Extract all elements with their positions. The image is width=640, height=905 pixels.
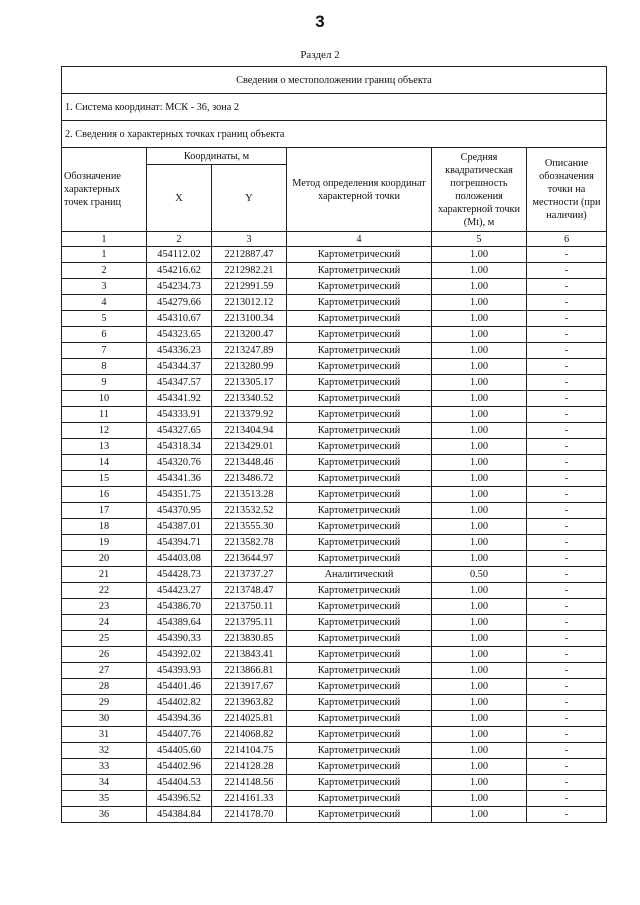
y-coord-cell: 2213247.89: [212, 343, 287, 359]
x-coord-cell: 454336.23: [147, 343, 212, 359]
table-body: [62, 247, 607, 823]
point-number-cell: 13: [62, 439, 147, 455]
description-cell: -: [527, 407, 607, 423]
table-row: [62, 359, 607, 375]
y-coord-cell: 2214178.70: [212, 807, 287, 823]
accuracy-cell: 1.00: [432, 279, 527, 295]
accuracy-cell: 1.00: [432, 695, 527, 711]
coord-system-line: 1. Система координат: МСК - 36, зона 2: [62, 94, 607, 121]
point-number-cell: 11: [62, 407, 147, 423]
x-coord-cell: 454396.52: [147, 791, 212, 807]
method-cell: Картометрический: [287, 535, 432, 551]
table-row: [62, 503, 607, 519]
point-number-cell: 21: [62, 567, 147, 583]
x-coord-cell: 454393.93: [147, 663, 212, 679]
method-cell: Картометрический: [287, 327, 432, 343]
description-cell: -: [527, 279, 607, 295]
x-coord-cell: 454112.02: [147, 247, 212, 263]
description-cell: -: [527, 487, 607, 503]
x-coord-cell: 454341.92: [147, 391, 212, 407]
accuracy-cell: 1.00: [432, 503, 527, 519]
y-coord-cell: 2213200.47: [212, 327, 287, 343]
description-cell: -: [527, 599, 607, 615]
method-cell: Картометрический: [287, 279, 432, 295]
table-row: [62, 679, 607, 695]
y-coord-cell: 2212982.21: [212, 263, 287, 279]
y-coord-cell: 2213513.28: [212, 487, 287, 503]
column-number: 6: [527, 232, 607, 247]
accuracy-cell: 1.00: [432, 631, 527, 647]
description-cell: -: [527, 615, 607, 631]
y-coord-cell: 2214104.75: [212, 743, 287, 759]
x-coord-cell: 454402.96: [147, 759, 212, 775]
accuracy-cell: 1.00: [432, 359, 527, 375]
header-designation: Обозначение характерных точек границ: [62, 148, 147, 232]
accuracy-cell: 1.00: [432, 743, 527, 759]
x-coord-cell: 454384.84: [147, 807, 212, 823]
x-coord-cell: 454333.91: [147, 407, 212, 423]
table-row: [62, 727, 607, 743]
method-cell: Картометрический: [287, 551, 432, 567]
table-row: [62, 791, 607, 807]
description-cell: -: [527, 583, 607, 599]
header-accuracy: Средняя квадратическая погрешность положения характерной точки (Mt), м: [432, 148, 527, 232]
description-cell: -: [527, 647, 607, 663]
method-cell: Картометрический: [287, 615, 432, 631]
table-row: [62, 743, 607, 759]
accuracy-cell: 1.00: [432, 391, 527, 407]
point-number-cell: 29: [62, 695, 147, 711]
table-row: [62, 535, 607, 551]
accuracy-cell: 1.00: [432, 471, 527, 487]
method-cell: Картометрический: [287, 455, 432, 471]
x-coord-cell: 454394.36: [147, 711, 212, 727]
method-cell: Картометрический: [287, 727, 432, 743]
point-number-cell: 24: [62, 615, 147, 631]
point-number-cell: 6: [62, 327, 147, 343]
table-row: [62, 551, 607, 567]
y-coord-cell: 2213843.41: [212, 647, 287, 663]
point-number-cell: 22: [62, 583, 147, 599]
accuracy-cell: 1.00: [432, 759, 527, 775]
table-row: [62, 263, 607, 279]
y-coord-cell: 2213280.99: [212, 359, 287, 375]
description-cell: -: [527, 775, 607, 791]
point-number-cell: 23: [62, 599, 147, 615]
table-row: [62, 391, 607, 407]
point-number-cell: 25: [62, 631, 147, 647]
accuracy-cell: 1.00: [432, 615, 527, 631]
description-cell: -: [527, 359, 607, 375]
accuracy-cell: 1.00: [432, 647, 527, 663]
method-cell: Картометрический: [287, 295, 432, 311]
method-cell: Картометрический: [287, 359, 432, 375]
method-cell: Картометрический: [287, 471, 432, 487]
description-cell: -: [527, 743, 607, 759]
table-row: [62, 327, 607, 343]
y-coord-cell: 2214161.33: [212, 791, 287, 807]
table-row: [62, 711, 607, 727]
table-row: [62, 567, 607, 583]
method-cell: Картометрический: [287, 519, 432, 535]
method-cell: Картометрический: [287, 711, 432, 727]
point-number-cell: 31: [62, 727, 147, 743]
description-cell: -: [527, 263, 607, 279]
method-cell: Картометрический: [287, 583, 432, 599]
page-number: 3: [315, 12, 325, 31]
x-coord-cell: 454351.75: [147, 487, 212, 503]
table-row: [62, 631, 607, 647]
x-coord-cell: 454390.33: [147, 631, 212, 647]
accuracy-cell: 1.00: [432, 407, 527, 423]
x-coord-cell: 454234.73: [147, 279, 212, 295]
x-coord-cell: 454402.82: [147, 695, 212, 711]
method-cell: Картометрический: [287, 663, 432, 679]
header-coordinates: Координаты, м: [147, 148, 287, 165]
point-number-cell: 28: [62, 679, 147, 695]
y-coord-cell: 2213404.94: [212, 423, 287, 439]
point-number-cell: 26: [62, 647, 147, 663]
x-coord-cell: 454394.71: [147, 535, 212, 551]
method-cell: Картометрический: [287, 743, 432, 759]
y-coord-cell: 2213644.97: [212, 551, 287, 567]
y-coord-cell: 2213305.17: [212, 375, 287, 391]
point-number-cell: 4: [62, 295, 147, 311]
point-number-cell: 27: [62, 663, 147, 679]
description-cell: -: [527, 535, 607, 551]
column-number-row: [62, 232, 607, 247]
y-coord-cell: 2213486.72: [212, 471, 287, 487]
method-cell: Картометрический: [287, 759, 432, 775]
y-coord-cell: 2214025.81: [212, 711, 287, 727]
method-cell: Картометрический: [287, 695, 432, 711]
x-coord-cell: 454386.70: [147, 599, 212, 615]
description-cell: -: [527, 727, 607, 743]
x-coord-cell: 454347.57: [147, 375, 212, 391]
x-coord-cell: 454344.37: [147, 359, 212, 375]
accuracy-cell: 1.00: [432, 599, 527, 615]
method-cell: Картометрический: [287, 503, 432, 519]
x-coord-cell: 454404.53: [147, 775, 212, 791]
table-row: [62, 407, 607, 423]
points-heading: 2. Сведения о характерных точках границ объекта: [62, 121, 607, 148]
table-row: [62, 647, 607, 663]
point-number-cell: 1: [62, 247, 147, 263]
method-cell: Картометрический: [287, 631, 432, 647]
y-coord-cell: 2213582.78: [212, 535, 287, 551]
description-cell: -: [527, 343, 607, 359]
table-title: Сведения о местоположении границ объекта: [62, 67, 607, 94]
x-coord-cell: 454389.64: [147, 615, 212, 631]
point-number-cell: 34: [62, 775, 147, 791]
method-cell: Картометрический: [287, 487, 432, 503]
x-coord-cell: 454407.76: [147, 727, 212, 743]
y-coord-cell: 2213830.85: [212, 631, 287, 647]
accuracy-cell: 1.00: [432, 327, 527, 343]
accuracy-cell: 1.00: [432, 343, 527, 359]
table-row: [62, 247, 607, 263]
accuracy-cell: 1.00: [432, 727, 527, 743]
accuracy-cell: 1.00: [432, 439, 527, 455]
y-coord-cell: 2213448.46: [212, 455, 287, 471]
description-cell: -: [527, 551, 607, 567]
table-row: [62, 759, 607, 775]
x-coord-cell: 454392.02: [147, 647, 212, 663]
y-coord-cell: 2213748.47: [212, 583, 287, 599]
accuracy-cell: 1.00: [432, 775, 527, 791]
point-number-cell: 33: [62, 759, 147, 775]
table-row: [62, 615, 607, 631]
description-cell: -: [527, 455, 607, 471]
accuracy-cell: 1.00: [432, 455, 527, 471]
point-number-cell: 30: [62, 711, 147, 727]
accuracy-cell: 1.00: [432, 535, 527, 551]
y-coord-cell: 2213866.81: [212, 663, 287, 679]
y-coord-cell: 2213917.67: [212, 679, 287, 695]
point-number-cell: 3: [62, 279, 147, 295]
accuracy-cell: 1.00: [432, 679, 527, 695]
method-cell: Картометрический: [287, 775, 432, 791]
point-number-cell: 15: [62, 471, 147, 487]
accuracy-cell: 1.00: [432, 423, 527, 439]
point-number-cell: 16: [62, 487, 147, 503]
y-coord-cell: 2213737.27: [212, 567, 287, 583]
table-row: [62, 807, 607, 823]
method-cell: Картометрический: [287, 263, 432, 279]
point-number-cell: 19: [62, 535, 147, 551]
y-coord-cell: 2213963.82: [212, 695, 287, 711]
x-coord-cell: 454401.46: [147, 679, 212, 695]
point-number-cell: 35: [62, 791, 147, 807]
section-label: Раздел 2: [300, 49, 340, 61]
accuracy-cell: 1.00: [432, 711, 527, 727]
x-coord-cell: 454428.73: [147, 567, 212, 583]
point-number-cell: 14: [62, 455, 147, 471]
boundary-points-table: [61, 66, 607, 823]
column-number: 2: [147, 232, 212, 247]
x-coord-cell: 454320.76: [147, 455, 212, 471]
method-cell: Картометрический: [287, 375, 432, 391]
header-method: Метод определения координат характерной точки: [287, 148, 432, 232]
x-coord-cell: 454318.34: [147, 439, 212, 455]
x-coord-cell: 454403.08: [147, 551, 212, 567]
description-cell: -: [527, 327, 607, 343]
description-cell: -: [527, 631, 607, 647]
point-number-cell: 10: [62, 391, 147, 407]
method-cell: Картометрический: [287, 247, 432, 263]
table-row: [62, 695, 607, 711]
description-cell: -: [527, 519, 607, 535]
point-number-cell: 9: [62, 375, 147, 391]
accuracy-cell: 1.00: [432, 807, 527, 823]
accuracy-cell: 0.50: [432, 567, 527, 583]
table-row: [62, 663, 607, 679]
method-cell: Картометрический: [287, 423, 432, 439]
description-cell: -: [527, 567, 607, 583]
description-cell: -: [527, 791, 607, 807]
y-coord-cell: 2214128.28: [212, 759, 287, 775]
point-number-cell: 7: [62, 343, 147, 359]
x-coord-cell: 454370.95: [147, 503, 212, 519]
point-number-cell: 18: [62, 519, 147, 535]
accuracy-cell: 1.00: [432, 311, 527, 327]
method-cell: Картометрический: [287, 647, 432, 663]
method-cell: Картометрический: [287, 407, 432, 423]
point-number-cell: 36: [62, 807, 147, 823]
accuracy-cell: 1.00: [432, 375, 527, 391]
description-cell: -: [527, 695, 607, 711]
method-cell: Картометрический: [287, 439, 432, 455]
accuracy-cell: 1.00: [432, 487, 527, 503]
point-number-cell: 17: [62, 503, 147, 519]
accuracy-cell: 1.00: [432, 519, 527, 535]
x-coord-cell: 454279.66: [147, 295, 212, 311]
point-number-cell: 12: [62, 423, 147, 439]
y-coord-cell: 2213340.52: [212, 391, 287, 407]
y-coord-cell: 2213750.11: [212, 599, 287, 615]
x-coord-cell: 454327.65: [147, 423, 212, 439]
description-cell: -: [527, 663, 607, 679]
y-coord-cell: 2213429.01: [212, 439, 287, 455]
header-x: X: [147, 165, 212, 232]
point-number-cell: 20: [62, 551, 147, 567]
point-number-cell: 8: [62, 359, 147, 375]
table-row: [62, 423, 607, 439]
column-number: 1: [62, 232, 147, 247]
point-number-cell: 5: [62, 311, 147, 327]
table-row: [62, 519, 607, 535]
accuracy-cell: 1.00: [432, 791, 527, 807]
table-row: [62, 375, 607, 391]
table-row: [62, 455, 607, 471]
table-row: [62, 343, 607, 359]
table-row: [62, 583, 607, 599]
description-cell: -: [527, 759, 607, 775]
description-cell: -: [527, 247, 607, 263]
description-cell: -: [527, 807, 607, 823]
y-coord-cell: 2214068.82: [212, 727, 287, 743]
table-row: [62, 471, 607, 487]
column-number: 4: [287, 232, 432, 247]
accuracy-cell: 1.00: [432, 247, 527, 263]
table-row: [62, 279, 607, 295]
x-coord-cell: 454323.65: [147, 327, 212, 343]
description-cell: -: [527, 503, 607, 519]
description-cell: -: [527, 423, 607, 439]
header-description: Описание обозначения точки на местности (при наличии): [527, 148, 607, 232]
y-coord-cell: 2214148.56: [212, 775, 287, 791]
y-coord-cell: 2213795.11: [212, 615, 287, 631]
x-coord-cell: 454341.36: [147, 471, 212, 487]
method-cell: Картометрический: [287, 679, 432, 695]
y-coord-cell: 2213555.30: [212, 519, 287, 535]
y-coord-cell: 2213532.52: [212, 503, 287, 519]
table-row: [62, 295, 607, 311]
table-row: [62, 439, 607, 455]
method-cell: Картометрический: [287, 311, 432, 327]
method-cell: Аналитический: [287, 567, 432, 583]
x-coord-cell: 454423.27: [147, 583, 212, 599]
y-coord-cell: 2213012.12: [212, 295, 287, 311]
description-cell: -: [527, 439, 607, 455]
column-number: 3: [212, 232, 287, 247]
method-cell: Картометрический: [287, 807, 432, 823]
accuracy-cell: 1.00: [432, 583, 527, 599]
accuracy-cell: 1.00: [432, 295, 527, 311]
x-coord-cell: 454310.67: [147, 311, 212, 327]
method-cell: Картометрический: [287, 391, 432, 407]
x-coord-cell: 454405.60: [147, 743, 212, 759]
accuracy-cell: 1.00: [432, 663, 527, 679]
table-row: [62, 311, 607, 327]
method-cell: Картометрический: [287, 343, 432, 359]
point-number-cell: 2: [62, 263, 147, 279]
y-coord-cell: 2212887.47: [212, 247, 287, 263]
y-coord-cell: 2212991.59: [212, 279, 287, 295]
description-cell: -: [527, 679, 607, 695]
accuracy-cell: 1.00: [432, 551, 527, 567]
description-cell: -: [527, 471, 607, 487]
x-coord-cell: 454216.62: [147, 263, 212, 279]
table-row: [62, 487, 607, 503]
description-cell: -: [527, 391, 607, 407]
accuracy-cell: 1.00: [432, 263, 527, 279]
header-y: Y: [212, 165, 287, 232]
y-coord-cell: 2213100.34: [212, 311, 287, 327]
column-number: 5: [432, 232, 527, 247]
method-cell: Картометрический: [287, 599, 432, 615]
method-cell: Картометрический: [287, 791, 432, 807]
description-cell: -: [527, 295, 607, 311]
table-row: [62, 775, 607, 791]
description-cell: -: [527, 311, 607, 327]
description-cell: -: [527, 375, 607, 391]
y-coord-cell: 2213379.92: [212, 407, 287, 423]
point-number-cell: 32: [62, 743, 147, 759]
table-row: [62, 599, 607, 615]
x-coord-cell: 454387.01: [147, 519, 212, 535]
description-cell: -: [527, 711, 607, 727]
